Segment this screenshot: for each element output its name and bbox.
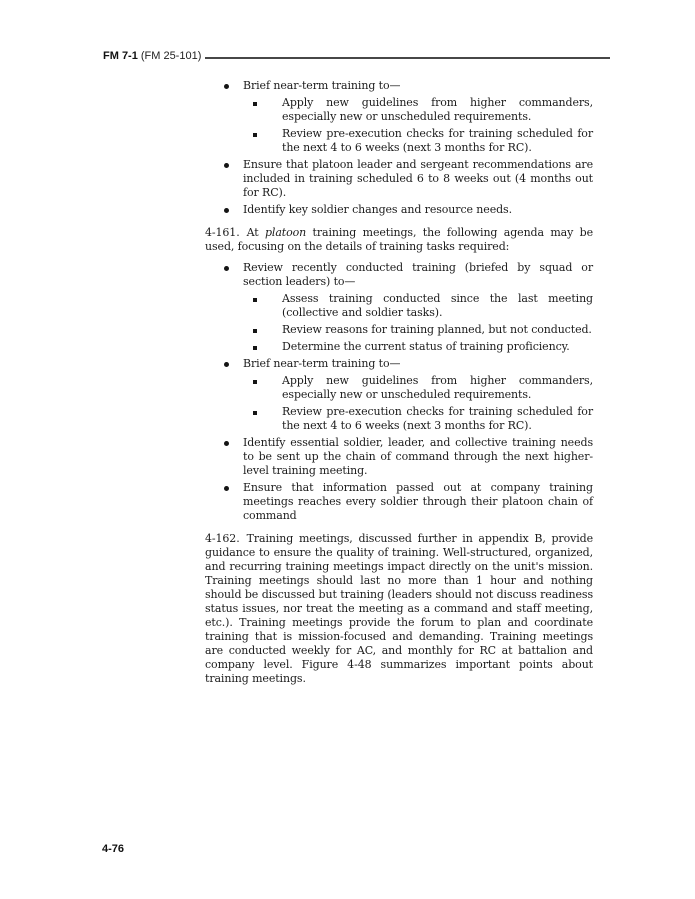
paragraph-text: training meetings, the following agenda may be used, focusing on the details of training tasks required: [205, 226, 593, 253]
bullet-item [205, 436, 593, 478]
sub-bullet-item [205, 323, 593, 337]
bullet-item [205, 481, 593, 523]
paragraph-text: Training meetings, discussed further in appendix B, provide guidance to ensure the quality of training. Well-structured, organized, and recurring training meetings impact directly on the unit's mission. Training meetings should last no more than 1 hour and nothing should be discussed but training (leaders should not discuss readiness status issues, nor treat the meeting as a command and staff meeting, etc.). Training meetings provide the forum to plan and coordinate training that is mission-focused and demanding. Training meetings are conducted weekly for AC, and monthly for RC at battalion and company level. Figure 4-48 summarizes important points about training meetings. [205, 532, 593, 685]
square-bullet-icon [253, 346, 257, 350]
bullet-icon [224, 208, 229, 213]
sub-bullet-item [205, 127, 593, 155]
sub-bullet-item-text: Review pre-execution checks for training scheduled for the next 4 to 6 weeks (next 3 months for RC). [282, 127, 593, 154]
square-bullet-icon [253, 411, 257, 415]
bullet-icon [224, 362, 229, 367]
manual-code: FM 7-1 [103, 50, 138, 62]
bullet-item-text: Brief near-term training to— [243, 79, 401, 92]
sub-bullet-item-text: Apply new guidelines from higher commanders, especially new or unscheduled requirements. [282, 96, 593, 123]
square-bullet-icon [253, 298, 257, 302]
bullet-item [205, 261, 593, 289]
bullet-icon [224, 486, 229, 491]
paragraph-4-161 [205, 226, 593, 254]
sub-bullet-item-text: Review reasons for training planned, but not conducted. [282, 323, 592, 336]
page-footer [102, 843, 124, 855]
bullet-icon [224, 163, 229, 168]
paragraph-number: 4-162. [205, 532, 240, 545]
bullet-icon [224, 266, 229, 271]
bullet-icon [224, 441, 229, 446]
bullet-item-text: Ensure that information passed out at company training meetings reaches every soldier through their platoon chain of command [243, 481, 593, 522]
bullet-icon [224, 84, 229, 89]
manual-code-suffix: (FM 25-101) [140, 50, 202, 62]
paragraph-italic-text: platoon [264, 226, 307, 239]
square-bullet-icon [253, 133, 257, 137]
content-column [205, 79, 593, 686]
sub-bullet-item [205, 374, 593, 402]
sub-bullet-item-text: Apply new guidelines from higher commanders, especially new or unscheduled requirements. [282, 374, 593, 401]
bullet-item-text: Ensure that platoon leader and sergeant recommendations are included in training scheduled 6 to 8 weeks out (4 months out for RC). [243, 158, 593, 199]
paragraph-number: 4-161. [205, 226, 240, 239]
sub-bullet-item-text: Review pre-execution checks for training scheduled for the next 4 to 6 weeks (next 3 months for RC). [282, 405, 593, 432]
square-bullet-icon [253, 329, 257, 333]
sub-bullet-item [205, 96, 593, 124]
bullet-item [205, 79, 593, 93]
bullet-item-text: Brief near-term training to— [243, 357, 401, 370]
page-number: 4-76 [102, 843, 125, 855]
sub-bullet-item [205, 292, 593, 320]
sub-bullet-item-text: Determine the current status of training proficiency. [282, 340, 570, 353]
bullet-item [205, 357, 593, 371]
sub-bullet-item [205, 340, 593, 354]
square-bullet-icon [253, 380, 257, 384]
bullet-item [205, 158, 593, 200]
sub-bullet-item [205, 405, 593, 433]
square-bullet-icon [253, 102, 257, 106]
paragraph-text: At [246, 226, 265, 239]
header-rule [205, 57, 610, 59]
sub-bullet-item-text: Assess training conducted since the last meeting (collective and soldier tasks). [282, 292, 593, 319]
bullet-item-text: Identify key soldier changes and resource needs. [243, 203, 512, 216]
bullet-item-text: Identify essential soldier, leader, and collective training needs to be sent up the chain of command through the next higher-level training meeting. [243, 436, 593, 477]
bullet-item [205, 203, 593, 217]
bullet-item-text: Review recently conducted training (briefed by squad or section leaders) to— [243, 261, 593, 288]
paragraph-4-162 [205, 532, 593, 686]
